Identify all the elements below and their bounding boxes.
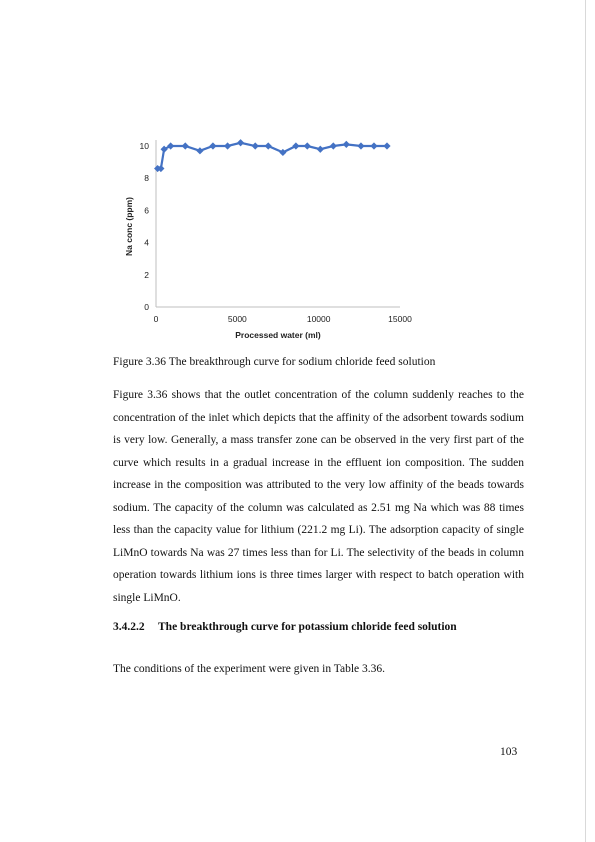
x-tick-label: 5000 <box>227 314 247 324</box>
y-tick-label: 6 <box>144 205 149 216</box>
data-point <box>330 142 337 149</box>
x-tick-label: 15000 <box>388 314 412 324</box>
data-point <box>292 142 299 149</box>
y-tick-label: 2 <box>144 269 149 280</box>
page-edge-line <box>585 0 586 842</box>
series-line-na-conc <box>158 143 387 169</box>
data-point <box>237 139 244 146</box>
body-paragraph-2: The conditions of the experiment were given in Table 3.36. <box>113 663 386 675</box>
data-point <box>224 142 231 149</box>
section-heading <box>113 621 457 633</box>
series-markers <box>154 139 391 172</box>
data-point <box>182 142 189 149</box>
page-number: 103 <box>500 746 518 758</box>
data-point <box>304 142 311 149</box>
section-title: The breakthrough curve for potassium chloride feed solution <box>158 621 457 633</box>
data-point <box>317 146 324 153</box>
x-axis-label: Processed water (ml) <box>235 330 321 340</box>
data-point <box>196 147 203 154</box>
data-point <box>209 142 216 149</box>
data-point <box>383 142 390 149</box>
data-point <box>167 142 174 149</box>
data-point <box>343 141 350 148</box>
y-tick-label: 4 <box>144 237 149 248</box>
y-tick-label: 10 <box>139 141 149 151</box>
data-point <box>370 142 377 149</box>
section-number: 3.4.2.2 <box>113 621 145 633</box>
y-tick-label: 0 <box>144 302 149 312</box>
data-point <box>279 149 286 156</box>
data-point <box>161 146 168 153</box>
y-tick-label: 8 <box>144 173 149 184</box>
x-axis-ticks <box>154 314 412 324</box>
figure-caption: Figure 3.36 The breakthrough curve for sodium chloride feed solution <box>113 356 436 368</box>
data-point <box>252 142 259 149</box>
data-point <box>357 142 364 149</box>
data-point <box>265 142 272 149</box>
breakthrough-chart <box>110 125 420 350</box>
body-paragraph-1: Figure 3.36 shows that the outlet concentration of the column suddenly reaches to the concentration of the inlet which depicts that the affinity of the adsorbent towards sodium is very low. Generally, a mass transfer zone can be observed in the very first part of the curve which results in a gradual increase in the effluent ion composition. The sudden increase in the composition was attributed to the very low affinity of the beads towards sodium. The capacity of the column was calculated as 2.51 mg Na which was 88 times less than the capacity value for lithium (221.2 mg Li). The adsorption capacity of single LiMnO towards Na was 27 times less than for Li. The selectivity of the beads in column operation towards lithium ions is three times larger with respect to batch operation with single LiMnO. <box>113 389 524 604</box>
y-axis-label: Na conc (ppm) <box>124 196 134 257</box>
x-tick-label: 10000 <box>306 314 331 324</box>
x-tick-label: 0 <box>153 314 159 324</box>
y-axis-ticks <box>140 141 150 312</box>
